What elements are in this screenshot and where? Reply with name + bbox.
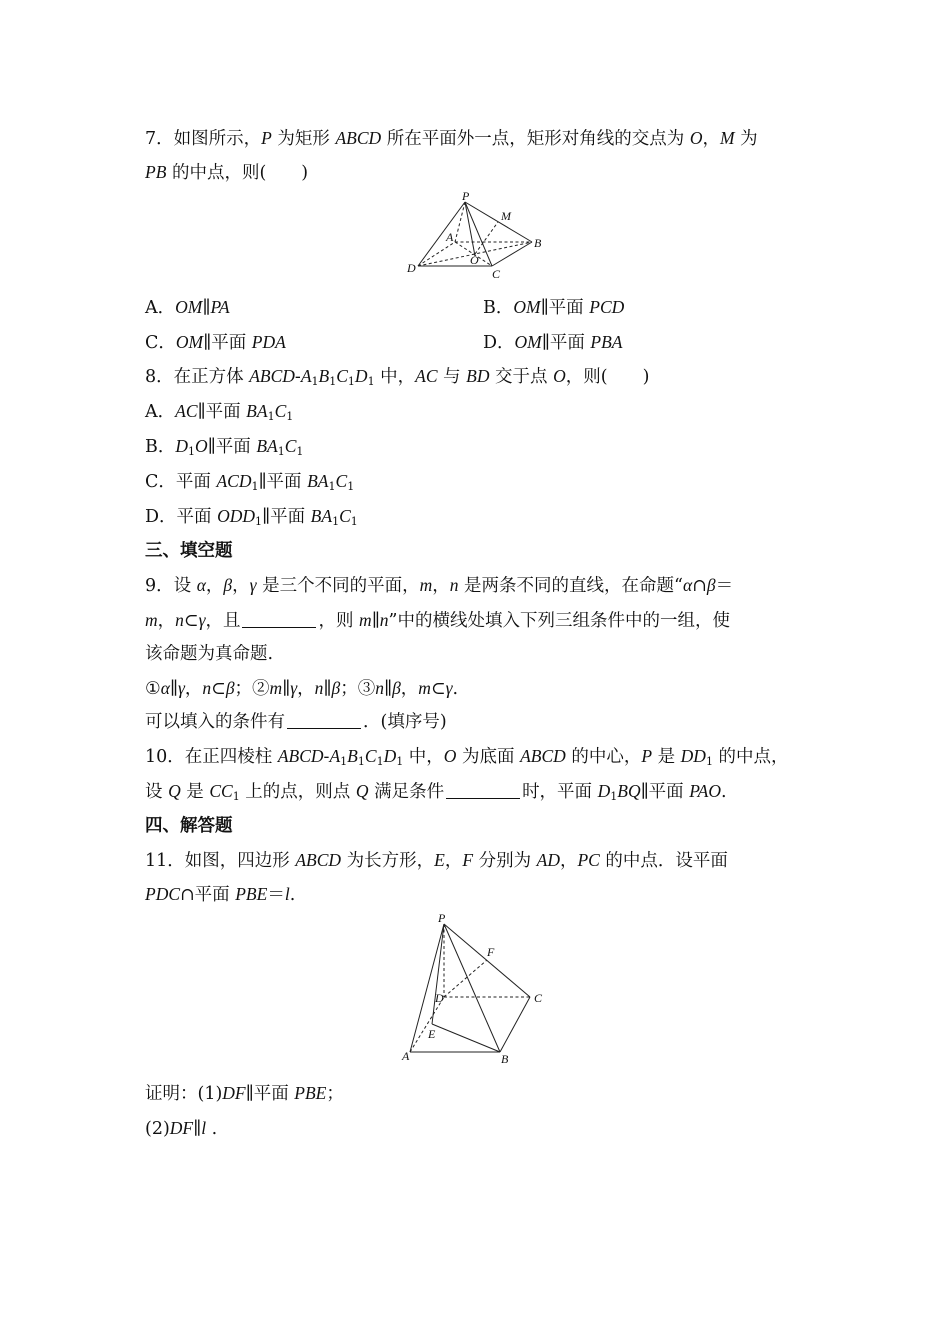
q8-option-d: D．平面 $ODD_1\parallel$平面 $BA_1C_1$ (145, 506, 358, 528)
q11-figure (398, 910, 548, 1070)
q10-blank (446, 782, 520, 799)
label-P: P (462, 190, 470, 203)
label-M: M (501, 209, 511, 223)
q8-option-c: C．平面 $ACD_1\parallel$平面 $BA_1C_1$ (145, 471, 355, 493)
label-B: B (534, 236, 542, 250)
q9-line3: 该命题为真命题. (145, 644, 274, 664)
section-4-heading: 四、解答题 (145, 816, 233, 836)
label-C: C (534, 991, 543, 1005)
q8-stem: 8．在正方体 ABCD-$A_1B_1C_1D_1$ 中，AC 与 BD 交于点 O，则( ) (145, 366, 650, 388)
section-3-heading: 三、填空题 (145, 541, 233, 561)
q7-line1: 7．如图所示，P 为矩形 ABCD 所在平面外一点，矩形对角线的交点为 O，M 为 (145, 128, 758, 149)
q10-line1: 10．在正四棱柱 ABCD-$A_1B_1C_1D_1$ 中，O 为底面 ABCD 的中心，P 是 $DD_1$ 的中点， (145, 746, 789, 768)
q10-line2: 设 Q 是 $CC_1$ 上的点，则点 Q 满足条件 时，平面 $D_1BQ\parallel$平面 PAO. (145, 781, 727, 803)
q8-option-b: B．$D_1O\parallel$平面 $BA_1C_1$ (145, 436, 304, 458)
q9-line5: 可以填入的条件有 ．(填序号) (145, 712, 447, 732)
label-O: O (470, 253, 479, 267)
q9-line4: ①α∥γ，n⊂β；②m∥γ，n∥β；③n∥β，m⊂γ. (145, 678, 459, 699)
q11-proof-2: (2)DF∥l . (145, 1118, 218, 1139)
q7-figure (400, 190, 550, 282)
label-D: D (407, 261, 416, 275)
q7-option-a: A．OM∥PA (145, 297, 230, 318)
label-D: D (435, 991, 444, 1005)
label-P: P (438, 911, 446, 925)
label-B: B (501, 1052, 509, 1066)
label-E: E (428, 1027, 436, 1041)
label-A: A (446, 230, 454, 244)
label-A: A (402, 1049, 410, 1063)
q8-option-a: A．AC∥平面 $BA_1C_1$ (145, 401, 294, 423)
label-F: F (487, 945, 495, 959)
q11-proof-1: 证明：(1)DF∥平面 PBE； (145, 1083, 344, 1104)
label-C: C (492, 267, 501, 281)
pyramid-diagram (400, 190, 550, 282)
q9-blank (242, 611, 316, 628)
pyramid-diagram-2 (398, 910, 548, 1070)
q9-line2: m，n⊂γ，且 ，则 m∥n”中的横线处填入下列三组条件中的一组，使 (145, 610, 730, 631)
q11-line2: PDC∩平面 PBE＝l. (145, 884, 296, 905)
q7-option-c: C．OM∥平面 PDA (145, 332, 286, 353)
q7-option-b: B．OM∥平面 PCD (483, 297, 625, 318)
q7-line2: PB 的中点，则( ) (145, 162, 309, 183)
q11-line1: 11．如图，四边形 ABCD 为长方形，E，F 分别为 AD，PC 的中点．设平面 (145, 850, 728, 871)
q9-answer-blank (287, 712, 361, 729)
q7-option-d: D．OM∥平面 PBA (483, 332, 623, 353)
q9-line1: 9．设 α，β，γ 是三个不同的平面，m，n 是两条不同的直线，在命题“α∩β＝ (145, 575, 734, 596)
